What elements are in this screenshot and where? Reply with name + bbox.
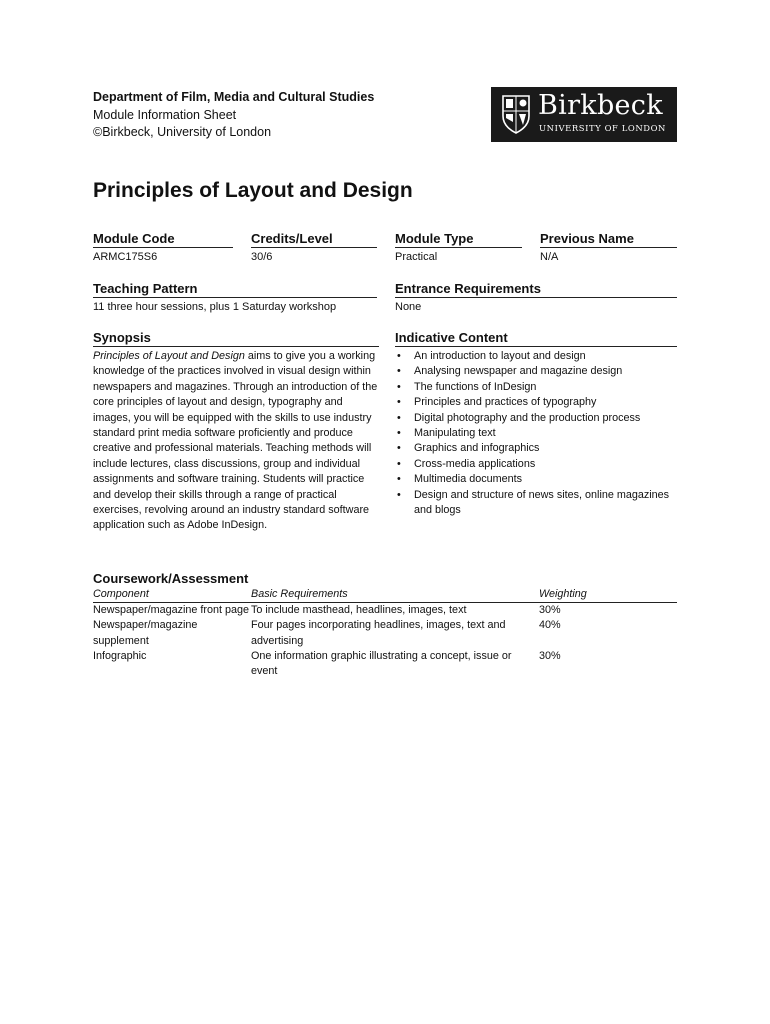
- coursework-label: Coursework/Assessment: [93, 571, 249, 586]
- module-type-label: Module Type: [395, 231, 522, 248]
- indicative-content-block: [395, 330, 677, 518]
- previous-name-block: [540, 231, 677, 265]
- cell-weighting: 30%: [539, 604, 561, 617]
- bullet: •: [397, 427, 401, 440]
- sheet-type: Module Information Sheet: [93, 107, 237, 122]
- cell-requirements: One information graphic illustrating a concept, issue or event: [251, 649, 512, 678]
- list-item: • Principles and practices of typography: [395, 395, 677, 410]
- bullet: •: [397, 442, 401, 455]
- synopsis-text: [93, 349, 379, 534]
- indicative-content-list: [395, 349, 677, 518]
- entrance-label: Entrance Requirements: [395, 281, 677, 298]
- teaching-pattern-label: Teaching Pattern: [93, 281, 377, 298]
- synopsis-block: [93, 330, 379, 534]
- cell-requirements: To include masthead, headlines, images, text: [251, 604, 467, 617]
- credits-value: 30/6: [251, 251, 273, 263]
- module-code-block: [93, 231, 233, 265]
- logo-wordmark: Birkbeck: [538, 90, 663, 121]
- synopsis-label: Synopsis: [93, 330, 379, 347]
- coursework-table: [93, 587, 677, 679]
- birkbeck-logo: [491, 87, 677, 142]
- module-type-value: Practical: [395, 251, 438, 263]
- cell-component: Newspaper/magazine front page: [93, 604, 250, 617]
- bullet: •: [397, 411, 401, 424]
- column-header-requirements: Basic Requirements: [251, 587, 539, 603]
- cell-component: Infographic: [93, 649, 147, 662]
- table-header-row: [93, 587, 677, 603]
- list-item: • Design and structure of news sites, online magazines and blogs: [397, 488, 670, 517]
- page-title: Principles of Layout and Design: [93, 179, 413, 202]
- table-row: [93, 603, 677, 619]
- credits-label: Credits/Level: [251, 231, 377, 248]
- list-item: • Cross-media applications: [395, 457, 677, 472]
- cell-weighting: 30%: [539, 649, 561, 662]
- cell-component: Newspaper/magazine supplement: [93, 619, 198, 647]
- entrance-value: None: [395, 301, 422, 313]
- list-item: • The functions of InDesign: [395, 380, 677, 395]
- list-item: • Digital photography and the production process: [395, 411, 677, 426]
- column-header-weighting: Weighting: [539, 587, 677, 603]
- synopsis-module-title: Principles of Layout and Design: [93, 350, 245, 362]
- cell-weighting: 40%: [539, 619, 561, 632]
- column-header-component: Component: [93, 587, 251, 603]
- module-code-label: Module Code: [93, 231, 233, 248]
- previous-name-value: N/A: [540, 251, 559, 263]
- list-item: • Multimedia documents: [395, 472, 677, 487]
- cell-requirements: Four pages incorporating headlines, images, text and advertising: [251, 619, 506, 647]
- department-name: Department of Film, Media and Cultural Studies: [93, 90, 375, 104]
- copyright-line: ©Birkbeck, University of London: [93, 125, 272, 139]
- logo-subtitle: UNIVERSITY OF LONDON: [539, 123, 666, 133]
- module-code-value: ARMC175S6: [93, 251, 158, 263]
- table-row: [93, 649, 677, 679]
- list-item: • Graphics and infographics: [395, 441, 677, 456]
- table-row: [93, 618, 677, 648]
- bullet: •: [397, 365, 401, 378]
- bullet: •: [397, 457, 401, 470]
- bullet: •: [397, 350, 401, 362]
- bullet: •: [397, 473, 401, 486]
- list-item: • An introduction to layout and design: [395, 349, 677, 364]
- teaching-pattern-block: [93, 281, 377, 315]
- document-header: [93, 89, 374, 142]
- synopsis-body: aims to give you a working knowledge of the practices involved in visual design within newspapers and magazines. Through an introduction of the core principles of layout and design, typography and images, you will be equipped with the skills to use industry standard print media software proficiently and produce creative and professional materials. Teaching methods will include lectures, class discussions, group and individual assignments and software training. Students will practice and develop their skills through a range of practical exercises, revolving around an industry standard software application such as Adobe InDesign.: [93, 350, 378, 532]
- indicative-content-label: Indicative Content: [395, 330, 677, 347]
- bullet: •: [397, 396, 401, 409]
- teaching-pattern-value: 11 three hour sessions, plus 1 Saturday workshop: [93, 301, 337, 313]
- list-item: • Analysing newspaper and magazine design: [395, 364, 677, 379]
- bullet: •: [397, 488, 401, 501]
- credits-block: [251, 231, 377, 265]
- module-type-block: [395, 231, 522, 265]
- previous-name-label: Previous Name: [540, 231, 677, 248]
- crest-icon: [501, 94, 531, 134]
- entrance-block: [395, 281, 677, 315]
- bullet: •: [397, 380, 401, 393]
- list-item: • Manipulating text: [395, 426, 677, 441]
